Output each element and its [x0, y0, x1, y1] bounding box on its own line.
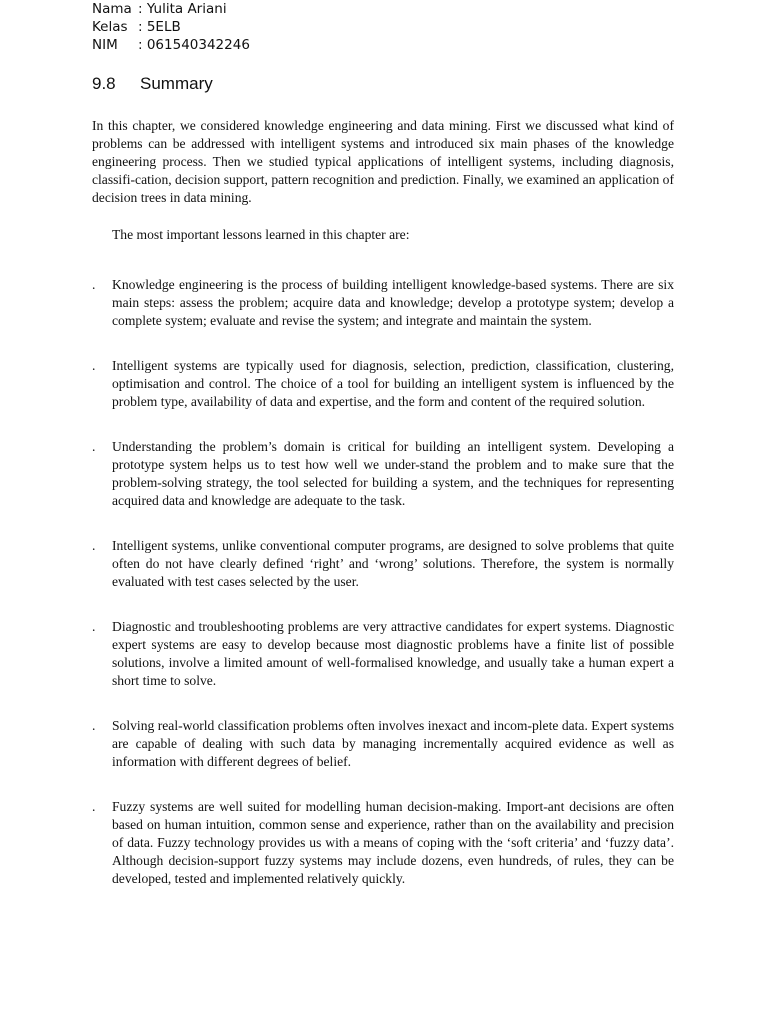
bullet-marker: . [92, 358, 96, 373]
bullet-marker: . [92, 718, 96, 733]
student-name-row [92, 0, 250, 18]
lesson-text: Solving real-world classification problems often involves inexact and incom-plete data. Expert systems are capable of dealing with such data by managing incrementally acquired evidence as well as information with different degrees of belief. [112, 718, 674, 770]
section-title: Summary [140, 74, 213, 93]
bullet-marker: . [92, 439, 96, 454]
lesson-text: Intelligent systems, unlike conventional computer programs, are designed to solve problems that quite often do not have clearly defined ‘right’ and ‘wrong’ solutions. Therefore, the system is normally evaluated with test cases selected by the user. [112, 538, 674, 590]
class-label: Kelas [92, 19, 128, 35]
lesson-item [92, 618, 674, 690]
student-class-row [92, 18, 250, 36]
lesson-item [92, 537, 674, 591]
bullet-marker: . [92, 799, 96, 814]
lesson-text: Understanding the problem’s domain is critical for building an intelligent system. Developing a prototype system helps us to test how well we under-stand the problem and to make sure that the problem-solving strategy, the tool selected for building a system, and the techniques for representing acquired data and knowledge are adequate to the task. [112, 439, 674, 509]
student-id-row [92, 36, 250, 54]
lesson-item [92, 717, 674, 771]
lesson-item [92, 438, 674, 510]
id-label: NIM [92, 37, 118, 53]
lesson-text: Knowledge engineering is the process of building intelligent knowledge-based systems. There are six main steps: assess the problem; acquire data and knowledge; develop a prototype system; develop a complete system; evaluate and revise the system; and integrate and maintain the system. [112, 277, 674, 329]
lesson-text: Diagnostic and troubleshooting problems are very attractive candidates for expert systems. Diagnostic expert systems are easy to develop because most diagnostic problems have a finite list of possible solutions, involve a limited amount of well-formalised knowledge, and usually take a human expert a short time to solve. [112, 619, 674, 689]
name-label: Nama [92, 1, 132, 17]
bullet-marker: . [92, 538, 96, 553]
lesson-item [92, 276, 674, 330]
lesson-item [92, 798, 674, 888]
section-number: 9.8 [92, 74, 116, 93]
class-value: : 5ELB [138, 19, 181, 35]
intro-paragraph: In this chapter, we considered knowledge engineering and data mining. First we discussed what kind of problems can be addressed with intelligent systems and introduced six main phases of the knowledge engineering process. Then we studied typical applications of intelligent systems, including diagnosis, classifi-cation, decision support, pattern recognition and prediction. Finally, we examined an application of decision trees in data mining. [92, 118, 674, 206]
bullet-marker: . [92, 277, 96, 292]
name-value: : Yulita Ariani [138, 1, 227, 17]
section-heading [92, 74, 213, 94]
student-info [92, 0, 250, 54]
lesson-item [92, 357, 674, 411]
lessons-lead: The most important lessons learned in this chapter are: [112, 227, 410, 242]
id-value: : 061540342246 [138, 37, 250, 53]
lesson-text: Fuzzy systems are well suited for modelling human decision-making. Import-ant decisions are often based on human intuition, common sense and experience, rather than on the availability and precision of data. Fuzzy technology provides us with a means of coping with the ‘soft criteria’ and ‘fuzzy data’. Although decision-support fuzzy systems may include dozens, even hundreds, of rules, they can be developed, tested and implemented relatively quickly. [112, 799, 674, 887]
bullet-marker: . [92, 619, 96, 634]
lesson-text: Intelligent systems are typically used for diagnosis, selection, prediction, classification, clustering, optimisation and control. The choice of a tool for building an intelligent system is influenced by the problem type, availability of data and expertise, and the form and content of the required solution. [112, 358, 674, 410]
